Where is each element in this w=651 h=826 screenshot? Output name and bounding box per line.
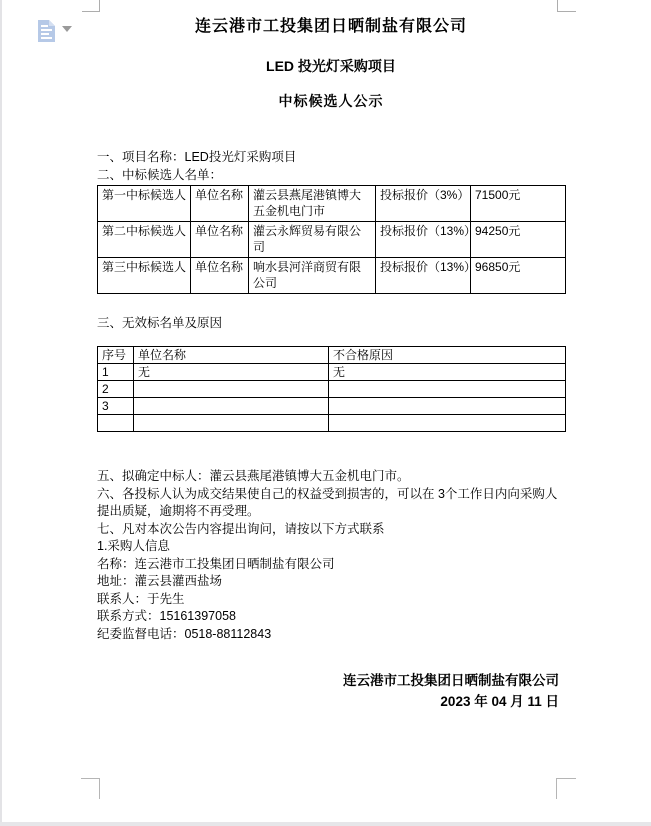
table-cell [329,381,566,398]
supervision-phone: 纪委监督电话：0518-88112843 [97,626,272,641]
paste-options-icon[interactable] [36,17,58,44]
table-cell: 单位名称 [191,186,249,222]
signature-block [97,670,565,712]
table-row [98,415,566,432]
candidates-table-body [98,186,566,294]
table-row [98,186,566,222]
table-cell [98,415,134,432]
table-row [98,222,566,258]
table-cell: 无 [329,364,566,381]
column-header-seq: 序号 [98,347,134,364]
crop-mark-bottom-left [81,778,100,799]
page-title-company: 连云港市工投集团日晒制盐有限公司 [194,18,467,35]
table-cell: 94250元 [471,222,566,258]
page-title-project: LED 投光灯采购项目 [266,58,396,74]
table-cell: 第二中标候选人 [98,222,191,258]
table-cell: 投标报价（13%） [376,258,471,294]
table-cell: 无 [134,364,329,381]
table-cell: 71500元 [471,186,566,222]
table-cell: 1 [98,364,134,381]
signature-company: 连云港市工投集团日晒制盐有限公司 [343,673,559,688]
table-cell: 96850元 [471,258,566,294]
invalid-bids-table-body [98,364,566,432]
signature-date: 2023 年 04 月 11 日 [440,694,559,709]
section-invalid-heading: 三、无效标名单及原因 [97,316,223,330]
table-cell: 第一中标候选人 [98,186,191,222]
table-cell: 2 [98,381,134,398]
candidates-table [97,185,566,294]
table-cell: 灌云永辉贸易有限公司 [249,222,376,258]
section-project-name: 一、项目名称：LED投光灯采购项目 [97,150,297,164]
chevron-down-icon[interactable] [62,26,72,32]
table-cell: 3 [98,398,134,415]
page-title-announcement: 中标候选人公示 [278,93,384,109]
page-left-edge [0,0,2,826]
invalid-bids-table [97,346,566,432]
table-cell: 投标报价（3%） [376,186,471,222]
table-row [98,381,566,398]
table-cell [134,381,329,398]
table-cell: 第三中标候选人 [98,258,191,294]
table-row [98,364,566,381]
table-cell [329,415,566,432]
table-cell [134,415,329,432]
table-cell: 单位名称 [191,258,249,294]
purchaser-info-heading: 1.采购人信息 [97,539,170,553]
body-paragraphs [97,468,565,643]
section-awardee: 五、拟确定中标人：灌云县燕尾港镇博大五金机电门市。 [97,469,410,483]
table-row [98,398,566,415]
paste-options-button[interactable] [34,15,78,45]
table-row [98,258,566,294]
table-cell [134,398,329,415]
column-header-reason: 不合格原因 [329,347,566,364]
contact-person: 联系人：于先生 [97,591,185,606]
table-cell: 灌云县燕尾港镇博大五金机电门市 [249,186,376,222]
table-cell: 投标报价（13%） [376,222,471,258]
section-candidates-heading: 二、中标候选人名单： [97,168,223,182]
section-contact-heading: 七、凡对本次公告内容提出询问，请按以下方式联系 [97,521,385,536]
contact-phone: 联系方式：15161397058 [97,609,236,623]
table-cell [329,398,566,415]
table-cell: 单位名称 [191,222,249,258]
crop-mark-bottom-right [556,778,576,799]
table-cell: 响水县河洋商贸有限公司 [249,258,376,294]
contact-name: 名称：连云港市工投集团日晒制盐有限公司 [97,556,335,571]
section-objection: 六、各投标人认为成交结果使自己的权益受到损害的，可以在 3个工作日内向采购人提出质疑，逾期将不再受理。 [97,486,558,518]
table-header-row [98,347,566,364]
page-bottom-edge [0,822,651,826]
document-content [97,0,565,712]
column-header-company: 单位名称 [134,347,329,364]
contact-address: 地址：灌云县灌西盐场 [97,574,223,588]
